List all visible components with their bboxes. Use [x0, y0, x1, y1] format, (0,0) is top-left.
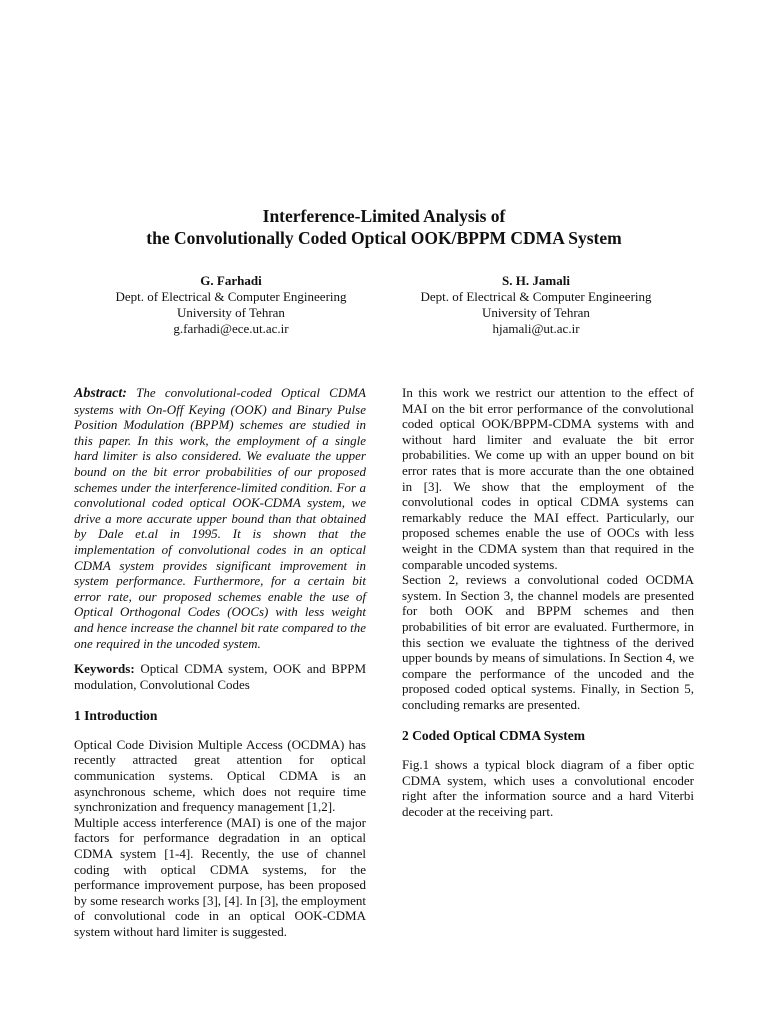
abstract: [74, 385, 366, 651]
right-column: [402, 385, 694, 819]
intro-paragraph-3: In this work we restrict our attention to the effect of MAI on the bit error performance of the convolutional coded optical OOK/BPPM-CDMA systems with and without hard limiter and evaluate the bit error probabilities. We come up with an upper bound on bit error rates that is more accurate than the one obtained in [3]. We show that the employment of the convolutional codes in optical CDMA systems can remarkably reduce the MAI effect. Particularly, our proposed schemes enable the use of OOCs with less weight in the CDMA system than that required in the comparable uncoded systems.: [402, 385, 694, 572]
keywords-text: Optical CDMA system, OOK and BPPM modulation, Convolutional Codes: [74, 661, 367, 692]
abstract-label: Abstract:: [74, 386, 127, 401]
section-heading-coded-system: 2 Coded Optical CDMA System: [402, 728, 585, 744]
keywords: [74, 661, 366, 692]
section-heading-introduction: 1 Introduction: [74, 708, 158, 724]
title-line-1: Interference-Limited Analysis of: [262, 206, 506, 226]
author-university: University of Tehran: [177, 305, 285, 320]
intro-paragraph-4: Section 2, reviews a convolutional coded OCDMA system. In Section 3, the channel models are presented for both OOK and BPPM schemes and then probabilities of bit error are evaluated. Furthermore, in this section we evaluate the tightness of the derived upper bounds by means of simulations. In Section 4, we compare the performance of the uncoded and the proposed coded optical systems. Finally, in Section 5, concluding remarks are presented.: [402, 572, 694, 712]
author-dept: Dept. of Electrical & Computer Engineering: [115, 289, 347, 304]
intro-paragraph-1: Optical Code Division Multiple Access (OCDMA) has recently attracted great attention for optical communication systems. Optical CDMA is an asynchronous scheme, which does not require time synchronization and frequency management [1,2].: [74, 736, 366, 815]
title-line-2: the Convolutionally Coded Optical OOK/BPPM CDMA System: [146, 228, 622, 248]
author-name: S. H. Jamali: [502, 273, 570, 288]
author-block-2: [371, 273, 701, 337]
paper-title: [0, 205, 768, 249]
author-email: hjamali@ut.ac.ir: [492, 321, 580, 336]
intro-paragraph-2: Multiple access interference (MAI) is one of the major factors for performance degradation in an optical CDMA system [1-4]. Recently, the use of channel coding with optical CDMA systems, for the performance improvement purpose, has been proposed by some research works [3], [4]. In [3], the employment of convolutional code in an optical OOK-CDMA system without hard limiter is suggested.: [74, 814, 366, 939]
author-block-1: [66, 273, 396, 337]
author-dept: Dept. of Electrical & Computer Engineering: [420, 289, 652, 304]
author-email: g.farhadi@ece.ut.ac.ir: [173, 321, 289, 336]
left-column: [74, 385, 366, 940]
keywords-label: Keywords:: [74, 661, 135, 677]
abstract-text: The convolutional-coded Optical CDMA systems with On-Off Keying (OOK) and Binary Pulse Position Modulation (BPPM) schemes are studied in this paper. In this work, the employment of a single hard limiter is also considered. We evaluate the upper bound on the bit error probabilities of our proposed schemes under the interference-limited condition. For a convolutional coded optical OOK-CDMA system, we drive a more accurate upper bound than that obtained by Dale et.al in 1995. It is shown that the implementation of convolutional codes in an optical CDMA system provides significant improvement in system performance. Furthermore, for a certain bit error rate, our proposed schemes enable the use of Optical Orthogonal Codes (OOCs) with less weight and hence increase the channel bit rate compared to the one required in the uncoded system.: [74, 385, 366, 651]
author-university: University of Tehran: [482, 305, 590, 320]
author-name: G. Farhadi: [200, 273, 262, 288]
section2-paragraph-1: Fig.1 shows a typical block diagram of a fiber optic CDMA system, which uses a convolutional encoder right after the information source and a hard Viterbi decoder at the receiving part.: [402, 757, 694, 819]
